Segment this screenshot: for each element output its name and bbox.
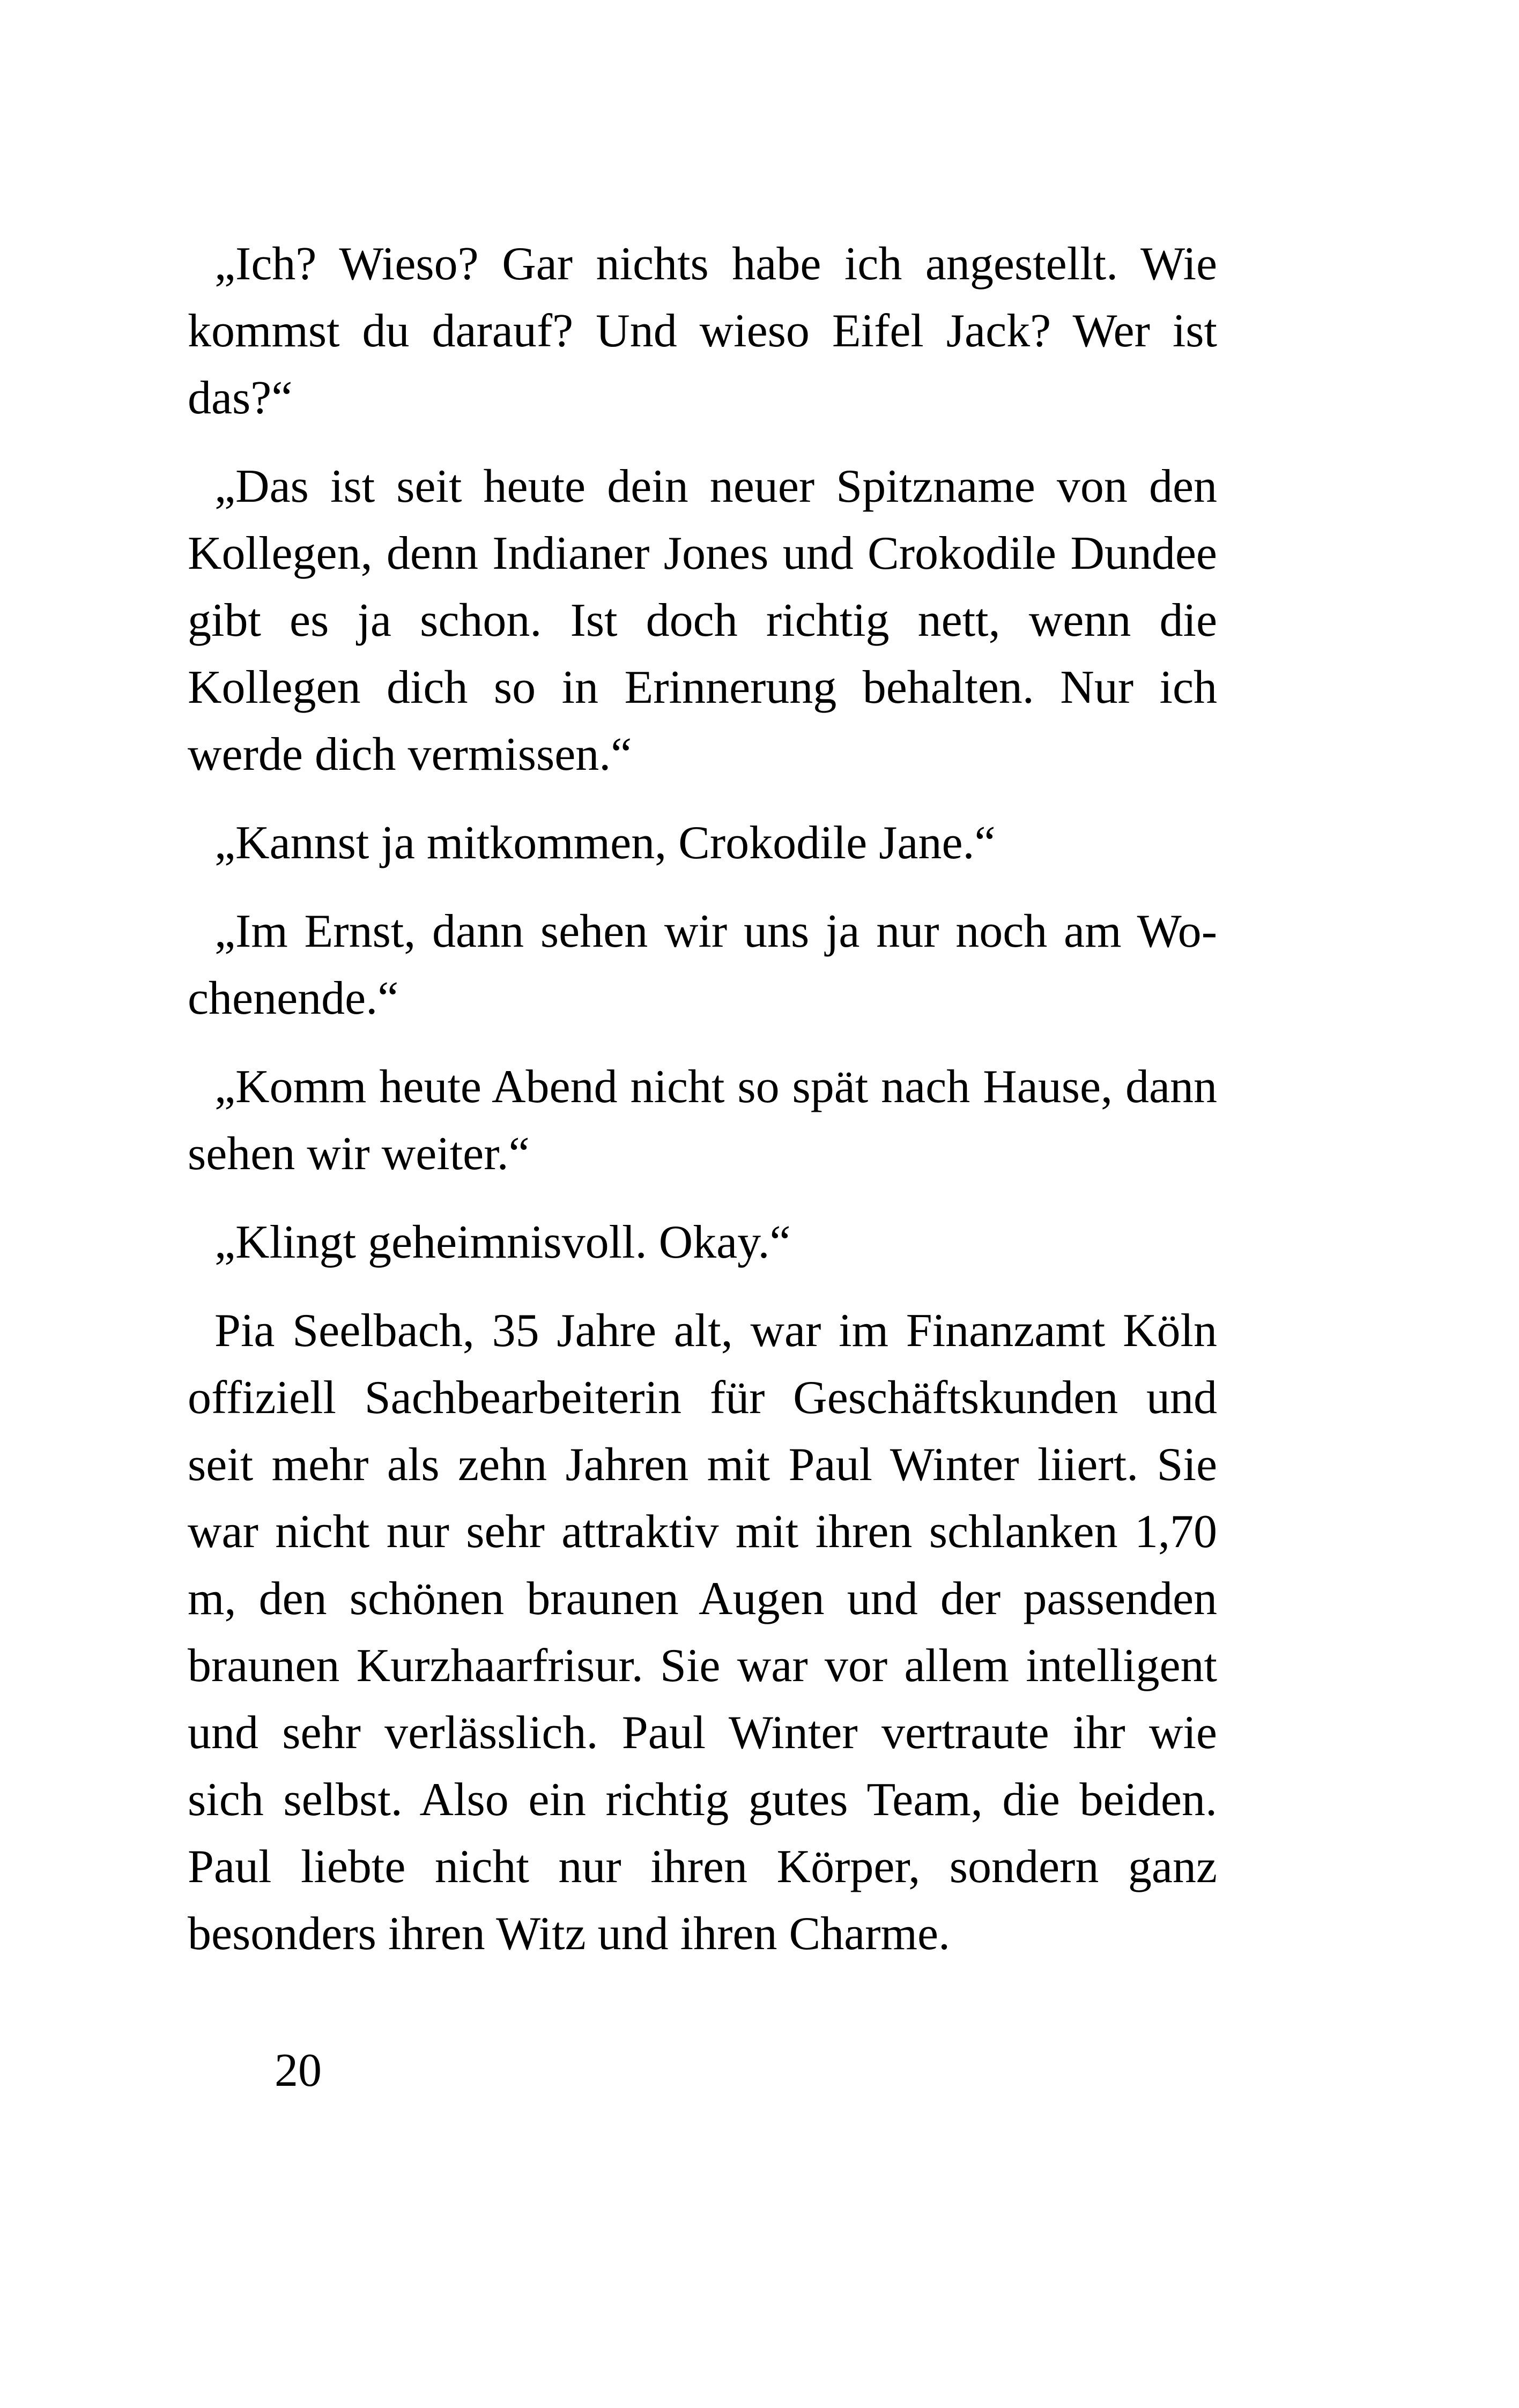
- paragraph-4: „Im Ernst, dann sehen wir uns ja nur noch am Wochenende.“: [188, 905, 1217, 1024]
- paragraph-3: „Kannst ja mitkommen, Crokodile Jane.“: [214, 817, 996, 869]
- paragraph-6: „Klingt geheimnisvoll. Okay.“: [214, 1216, 791, 1268]
- paragraph-7: Pia Seelbach, 35 Jahre alt, war im Finanzamt Köln offiziell Sachbearbeiterin für Geschäftskunden und seit mehr als zehn Jahren mit Paul Winter liiert. Sie war nicht nur sehr attraktiv mit ihren schlanken 1,70 m, den schönen braunen Augen und der passenden braunen Kurzhaarfrisur. Sie war vor allem intelligent und sehr verlässlich. Paul Winter vertraute ihr wie sich selbst. Also ein richtig gutes Team, die beiden. Paul liebte nicht nur ihren Körper, sondern ganz besonders ihren Witz und ihren Charme.: [188, 1305, 1217, 1960]
- paragraph-1: „Ich? Wieso? Gar nichts habe ich angestellt. Wie kommst du darauf? Und wieso Eifel Jack? Wer ist das?“: [188, 238, 1217, 424]
- page-number: 20: [275, 2045, 322, 2097]
- paragraph-2: „Das ist seit heute dein neuer Spitzname von den Kollegen, denn Indianer Jones und Crokodile Dundee gibt es ja schon. Ist doch richtig nett, wenn die Kollegen dich so in Erinnerung behalten. Nur ich werde dich vermissen.“: [188, 460, 1217, 781]
- paragraph-5: „Komm heute Abend nicht so spät nach Hause, dann sehen wir weiter.“: [188, 1061, 1217, 1180]
- body-text: [188, 231, 1217, 1989]
